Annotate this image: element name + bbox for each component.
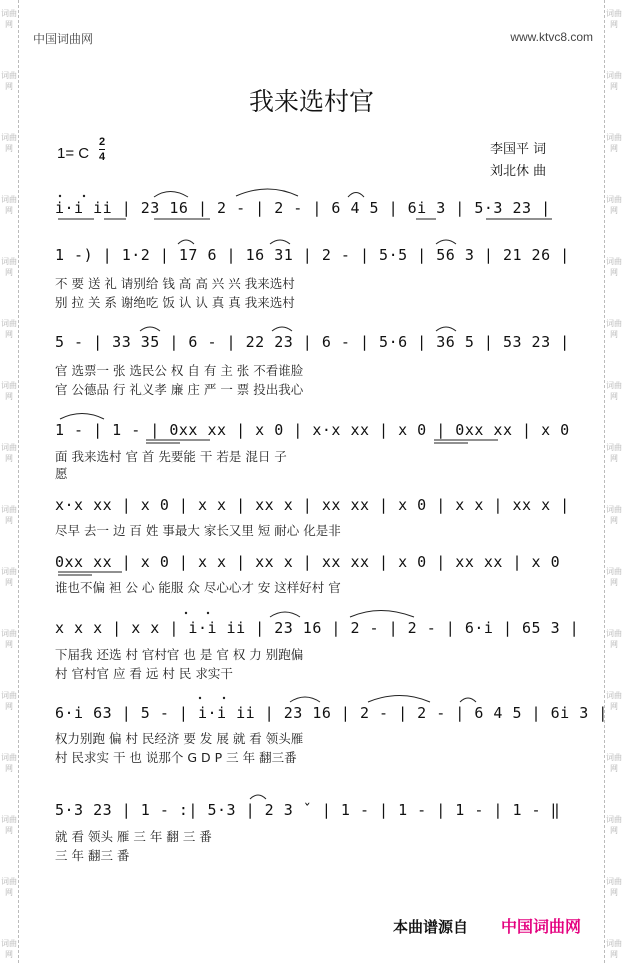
key-signature: 1= C bbox=[57, 145, 90, 162]
side-watermark-text: 词曲网 bbox=[1, 815, 17, 835]
song-title: 我来选村官 bbox=[248, 87, 374, 116]
side-watermark-text: 词曲网 bbox=[606, 195, 622, 215]
staff-line-5: x·x xx | x 0 | x x | xx x | xx xx | x 0 | x x | xx x | bbox=[55, 496, 570, 514]
side-watermark-text: 词曲网 bbox=[1, 133, 17, 153]
side-watermark-text: 词曲网 bbox=[606, 567, 622, 587]
side-watermark-text: 词曲网 bbox=[606, 133, 622, 153]
staff-line-6-lyric-1: 谁也不偏 袒 公 心 能服 众 尽心心才 安 这样好村 官 bbox=[55, 580, 341, 595]
side-watermark-text: 词曲网 bbox=[1, 877, 17, 897]
slur-arc bbox=[436, 240, 456, 244]
staff-line-8: 6·i 63 | 5 - | i·i ii | 23 16 | 2 - | 2 - | 6 4 5 | 6i 3 | bbox=[55, 704, 608, 722]
slur-arc bbox=[270, 240, 290, 244]
side-watermark-text: 词曲网 bbox=[1, 567, 17, 587]
side-watermark-text: 词曲网 bbox=[606, 319, 622, 339]
slur-arc bbox=[350, 611, 414, 618]
slur-arc bbox=[348, 193, 364, 198]
side-watermark-text: 词曲网 bbox=[606, 443, 622, 463]
side-watermark-text: 词曲网 bbox=[1, 505, 17, 525]
octave-dot bbox=[223, 697, 225, 699]
side-watermark-text: 词曲网 bbox=[1, 939, 17, 959]
staff-line-6: 0xx xx | x 0 | x x | xx x | xx xx | x 0 | xx xx | x 0 bbox=[55, 553, 561, 571]
slur-arc bbox=[178, 240, 194, 244]
side-watermark-text: 词曲网 bbox=[606, 877, 622, 897]
octave-dot bbox=[83, 195, 85, 197]
side-watermark-text: 词曲网 bbox=[606, 381, 622, 401]
slur-arc bbox=[368, 696, 430, 703]
slur-arc bbox=[270, 612, 300, 617]
staff-line-3: 5 - | 33 35 | 6 - | 22 23 | 6 - | 5·6 | 36 5 | 53 23 | bbox=[55, 333, 570, 351]
staff-line-2: 1 -) | 1·2 | 17 6 | 16 31 | 2 - | 5·5 | 56 3 | 21 26 | bbox=[55, 246, 570, 264]
staff-line-7: x x x | x x | i·i ii | 23 16 | 2 - | 2 - | 6·i | 65 3 | bbox=[55, 619, 580, 637]
slur-arc bbox=[140, 327, 160, 331]
side-watermark-text: 词曲网 bbox=[606, 505, 622, 525]
side-watermark-text: 词曲网 bbox=[1, 71, 17, 91]
staff-line-9: 5·3 23 | 1 - :| 5·3 | 2 3 ˇ | 1 - | 1 - | 1 - | 1 - ‖ bbox=[55, 801, 561, 819]
side-watermark-text: 词曲网 bbox=[606, 257, 622, 277]
side-watermark-text: 词曲网 bbox=[1, 9, 17, 29]
side-watermark-text: 词曲网 bbox=[1, 195, 17, 215]
source-site-link[interactable]: 中国词曲网 bbox=[501, 917, 582, 936]
octave-dot bbox=[199, 697, 201, 699]
slur-arc bbox=[460, 698, 476, 702]
octave-dot bbox=[207, 612, 209, 614]
site-name-left: 中国词曲网 bbox=[33, 32, 94, 46]
side-watermark-text: 词曲网 bbox=[606, 753, 622, 773]
site-url-right: www.ktvc8.com bbox=[510, 30, 593, 44]
staff-line-3-lyric-1: 官 选票一 张 选民公 权 自 有 主 张 不看谁脸 bbox=[55, 363, 304, 378]
meter-top: 2 bbox=[99, 136, 106, 148]
staff-line-9-lyric-2: 三 年 翻三 番 bbox=[55, 848, 130, 863]
staff-line-1: i·i ii | 23 16 | 2 - | 2 - | 6 4 5 | 6i 3 | 5·3 23 | bbox=[55, 199, 551, 217]
octave-dot bbox=[185, 612, 187, 614]
staff-line-4-lyric-1: 面 我来选村 官 首 先要能 干 若是 混日 子 bbox=[55, 449, 287, 464]
octave-dot bbox=[59, 195, 61, 197]
meter-bottom: 4 bbox=[99, 151, 106, 163]
staff-line-2-lyric-2: 别 拉 关 系 谢绝吃 饭 认 认 真 真 我来选村 bbox=[55, 295, 295, 310]
side-watermark-text: 词曲网 bbox=[1, 753, 17, 773]
side-watermark-text: 词曲网 bbox=[606, 939, 622, 959]
composer-credit: 刘北休 曲 bbox=[490, 164, 547, 179]
side-watermark-text: 词曲网 bbox=[606, 629, 622, 649]
side-watermark-text: 词曲网 bbox=[606, 815, 622, 835]
staff-line-7-lyric-1: 下届我 还选 村 官村官 也 是 官 权 力 别跑偏 bbox=[55, 647, 304, 662]
slur-arc bbox=[154, 192, 188, 198]
slur-arc bbox=[60, 414, 104, 420]
slur-arc bbox=[272, 327, 292, 331]
side-watermark-text: 词曲网 bbox=[1, 629, 17, 649]
side-watermark-text: 词曲网 bbox=[606, 691, 622, 711]
staff-line-8-lyric-1: 权力别跑 偏 村 民经济 要 发 展 就 看 领头雁 bbox=[55, 731, 304, 746]
side-watermark-text: 词曲网 bbox=[606, 9, 622, 29]
staff-line-2-lyric-1: 不 要 送 礼 请别给 钱 高 高 兴 兴 我来选村 bbox=[55, 276, 295, 291]
staff-line-9-lyric-1: 就 看 领头 雁 三 年 翻 三 番 bbox=[55, 829, 212, 844]
slur-arc bbox=[290, 697, 320, 702]
staff-line-5-lyric-1: 尽早 去一 边 百 姓 事最大 家长又里 短 耐心 化是非 bbox=[55, 523, 341, 538]
lyricist-credit: 李国平 词 bbox=[490, 142, 547, 157]
staff-line-4-lyric-2: 愿 bbox=[55, 466, 68, 481]
slur-arc bbox=[250, 795, 266, 799]
side-watermark-text: 词曲网 bbox=[1, 381, 17, 401]
slur-arc bbox=[236, 189, 298, 196]
staff-line-4: 1 - | 1 - | 0xx xx | x 0 | x·x xx | x 0 | 0xx xx | x 0 bbox=[55, 421, 570, 439]
side-watermark-text: 词曲网 bbox=[1, 319, 17, 339]
slur-arc bbox=[436, 327, 456, 331]
source-label: 本曲谱源自 bbox=[393, 918, 469, 936]
side-watermark-text: 词曲网 bbox=[1, 691, 17, 711]
staff-line-7-lyric-2: 村 官村官 应 看 远 村 民 求实干 bbox=[55, 666, 233, 681]
staff-line-3-lyric-2: 官 公德品 行 礼义孝 廉 庄 严 一 票 投出我心 bbox=[55, 382, 304, 397]
side-watermark-text: 词曲网 bbox=[1, 257, 17, 277]
side-watermark-text: 词曲网 bbox=[606, 71, 622, 91]
side-watermark-text: 词曲网 bbox=[1, 443, 17, 463]
staff-line-8-lyric-2: 村 民求实 干 也 说那个 G D P 三 年 翻三番 bbox=[55, 750, 297, 765]
